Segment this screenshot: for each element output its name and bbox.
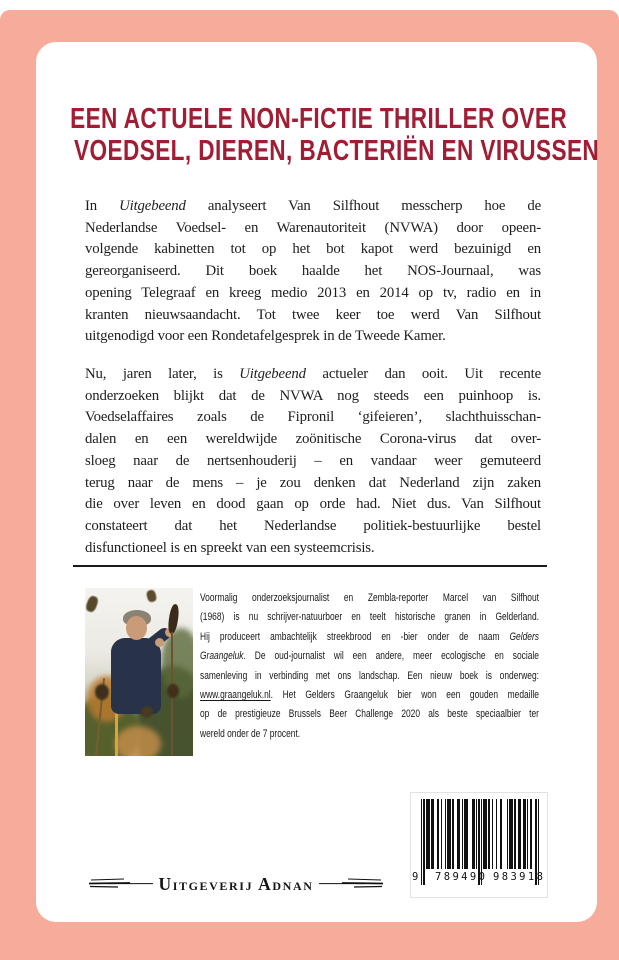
- isbn-barcode: [410, 792, 548, 898]
- author-photo: [85, 588, 193, 756]
- headline-line-1: [0, 103, 619, 136]
- photo-seed-pod: [167, 684, 179, 698]
- publisher-logo: [80, 869, 392, 899]
- photo-seed-pod: [95, 684, 109, 700]
- flourish-left-icon: [88, 875, 154, 893]
- body-paragraph-2: Nu, jaren later, is Uitgebeend actueler dan ooit. Uit recente onderzoeken blijkt dat de NVWA nog steeds een puinhoop is. Voedselaffaires zoals de Fipronil ‘gifeieren’, slachthuisschan- dalen en een wereldwijde zoönitische Corona-virus dat over- sloeg naar de nertsenhouderij – en vandaar weer gemuteerd terug naar de mens – je zou denken dat Nederland zijn zaken die over leven en dood gaan op orde had. Niet dus. Van Silfhout constateert dat het Nederlandse politiek-bestuurlijke bestel disfunctioneel is en spreekt van een systeemcrisis.: [85, 366, 541, 556]
- barcode-digit-group-2: 983918: [493, 871, 546, 883]
- barcode-digits: [411, 869, 549, 885]
- photo-foliage: [115, 726, 161, 756]
- headline-line-2-text: VOEDSEL, DIEREN, BACTERIËN EN VIRUSSEN: [74, 135, 600, 167]
- barcode-digit-leading: 9: [412, 871, 421, 883]
- publisher-name: Uitgeverij Adnan: [158, 873, 314, 894]
- flourish-right-icon: [318, 875, 384, 893]
- photo-seed-pod: [141, 706, 153, 718]
- photo-author-hand: [155, 638, 164, 647]
- author-bio-text: Voormalig onderzoeksjournalist en Zembla-reporter Marcel van Silfhout (1968) is nu schrijver-natuurboer en teelt historische granen in Gelderland. Hij produceert ambachtelijk streekbrood en -bier onder de naam Gelders Graangeluk. De oud-journalist wil een andere, meer ecologische en sociale samenleving in verbinding met ons landschap. Een nieuw boek is onderweg: www.graangeluk.nl. Het Gelders Graangeluk bier won een gouden medaille op de prestigieuze Brussels Beer Challenge 2020 als beste speciaalbier ter wereld onder de 7 procent.: [200, 592, 539, 740]
- photo-twig: [85, 595, 99, 613]
- headline-line-1-text: EEN ACTUELE NON-FICTIE THRILLER OVER: [70, 103, 568, 135]
- barcode-digit-group-1: 789490: [435, 871, 488, 883]
- headline-line-2: [0, 135, 619, 168]
- bio-divider-rule: [73, 565, 547, 567]
- photo-twig: [146, 589, 158, 603]
- body-paragraph-1: In Uitgebeend analyseert Van Silfhout messcherp hoe de Nederlandse Voedsel- en Warenautoriteit (NVWA) door opeen- volgende kabinetten tot op het bot kapot werd bezuinigd en gereorganiseerd. Dit boek haalde het NOS-Journaal, was opening Telegraaf en kreeg medio 2013 en 2014 op tv, radio en in kranten nieuwsaandacht. Tot twee keer toe werd Van Silfhout uitgenodigd voor een Rondetafelgesprek in de Tweede Kamer.: [85, 198, 542, 345]
- photo-author-face: [126, 616, 147, 640]
